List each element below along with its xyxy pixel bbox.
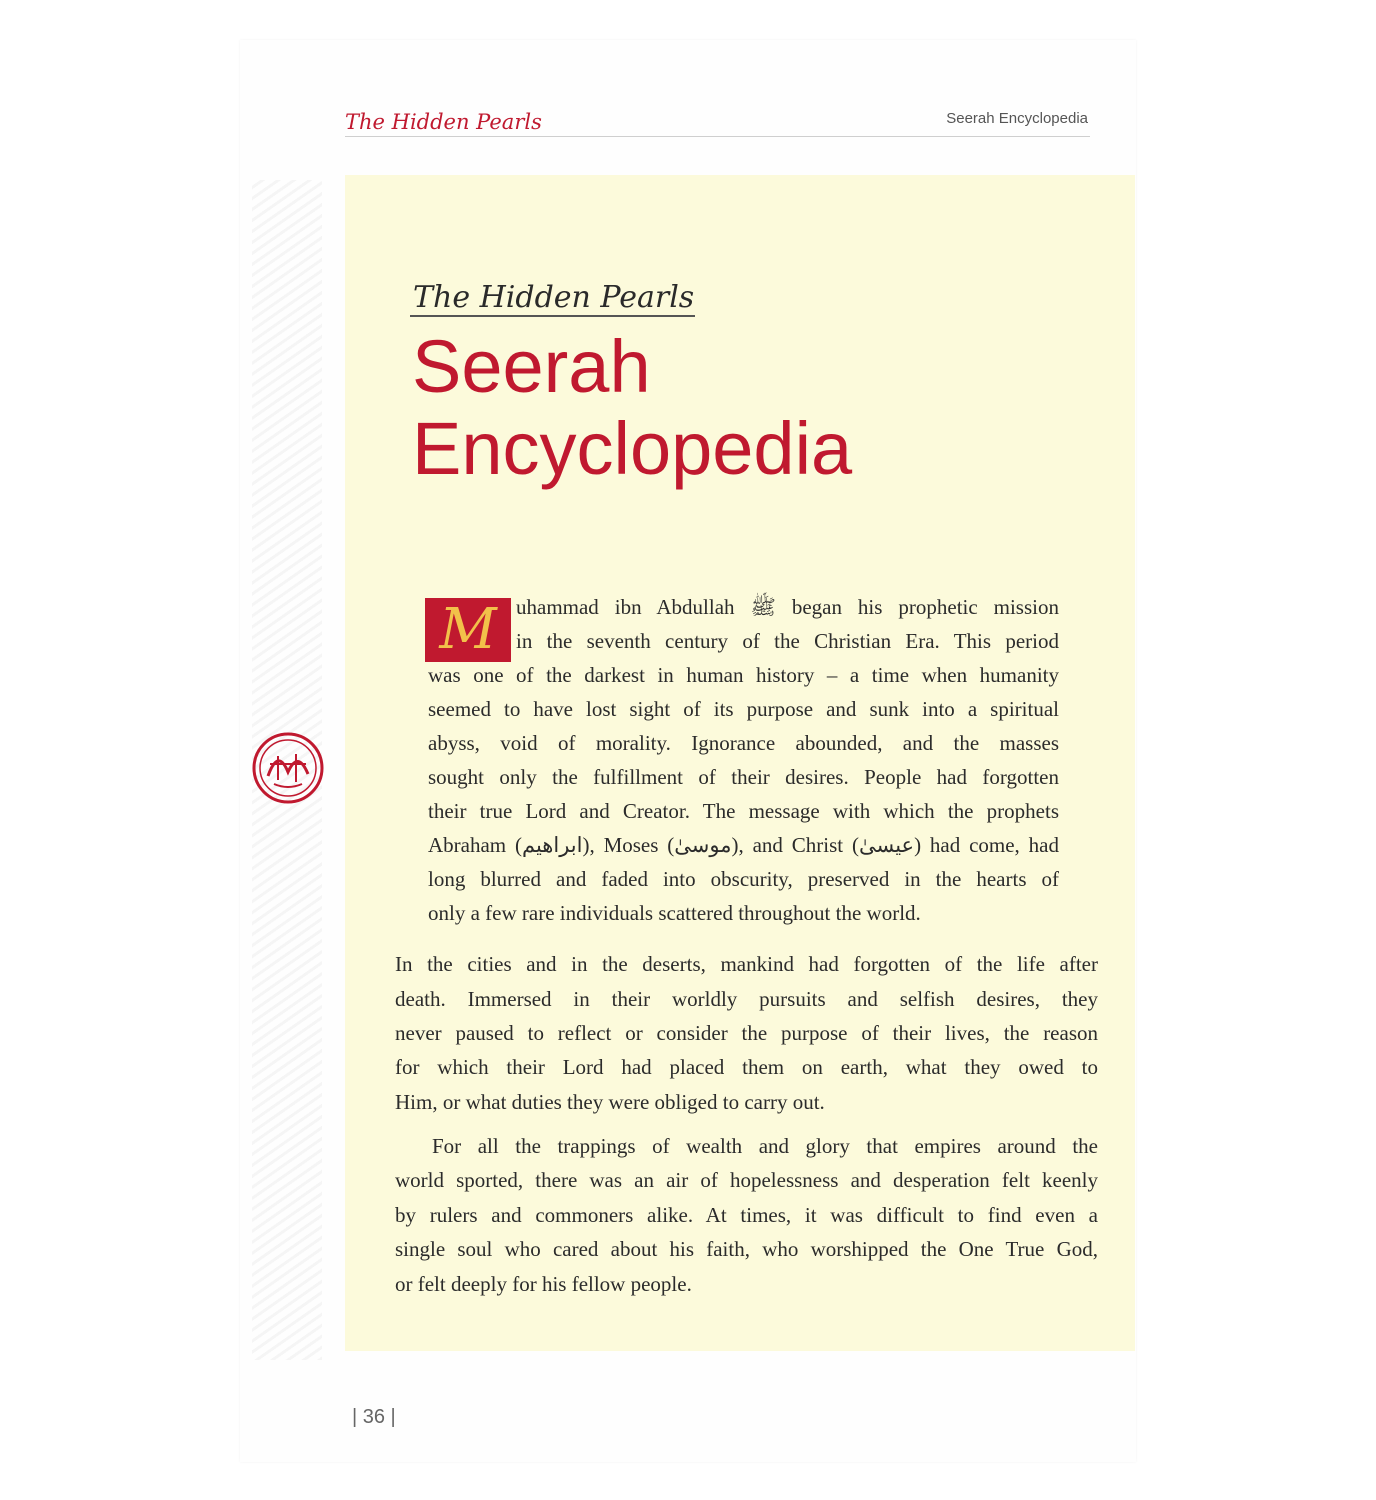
text-line: Him, or what duties they were obliged to carry out.: [395, 1090, 825, 1114]
series-title: The Hidden Pearls: [413, 280, 695, 315]
drop-cap-letter: M: [439, 597, 497, 662]
text-line: world sported, there was an air of hopelessness and desperation felt keenly: [395, 1168, 1098, 1192]
text-line: or felt deeply for his fellow people.: [395, 1272, 692, 1296]
title-line-2: Encyclopedia: [412, 407, 853, 490]
text-line: Abraham (ابراهيم), Moses (موسىٰ), and Christ (عيسىٰ) had come, had: [428, 833, 1059, 857]
header-divider: [345, 136, 1090, 137]
text-line: In the cities and in the deserts, mankind had forgotten of the life after: [395, 952, 1098, 976]
series-title-underline: [410, 315, 695, 317]
page-number: | 36 |: [352, 1406, 396, 1428]
text-line: sought only the fulfillment of their desires. People had forgotten: [428, 765, 1059, 789]
text-line: death. Immersed in their worldly pursuits and selfish desires, they: [395, 987, 1098, 1011]
text-line: was one of the darkest in human history – a time when humanity: [428, 663, 1059, 687]
text-line: single soul who cared about his faith, who worshipped the One True God,: [395, 1237, 1098, 1261]
text-line: by rulers and commoners alike. At times, it was difficult to find even a: [395, 1203, 1098, 1227]
page-title: [412, 326, 852, 490]
text-line: only a few rare individuals scattered throughout the world.: [428, 901, 921, 925]
text-line: seemed to have lost sight of its purpose and sunk into a spiritual: [428, 697, 1059, 721]
text-line: long blurred and faded into obscurity, preserved in the hearts of: [428, 867, 1059, 891]
text-line: uhammad ibn Abdullah ﷺ began his prophetic mission: [516, 595, 1059, 619]
calligraphy-seal-icon: [248, 728, 328, 808]
running-header-left: The Hidden Pearls: [345, 110, 542, 134]
text-line: For all the trappings of wealth and glory that empires around the: [432, 1134, 1098, 1158]
running-header-right: Seerah Encyclopedia: [946, 110, 1088, 127]
text-line: for which their Lord had placed them on earth, what they owed to: [395, 1055, 1098, 1079]
title-line-1: Seerah: [412, 325, 651, 408]
text-line: their true Lord and Creator. The message with which the prophets: [428, 799, 1059, 823]
drop-cap: [425, 598, 511, 662]
text-line: never paused to reflect or consider the purpose of their lives, the reason: [395, 1021, 1098, 1045]
text-line: abyss, void of morality. Ignorance abounded, and the masses: [428, 731, 1059, 755]
text-line: in the seventh century of the Christian Era. This period: [516, 629, 1059, 653]
